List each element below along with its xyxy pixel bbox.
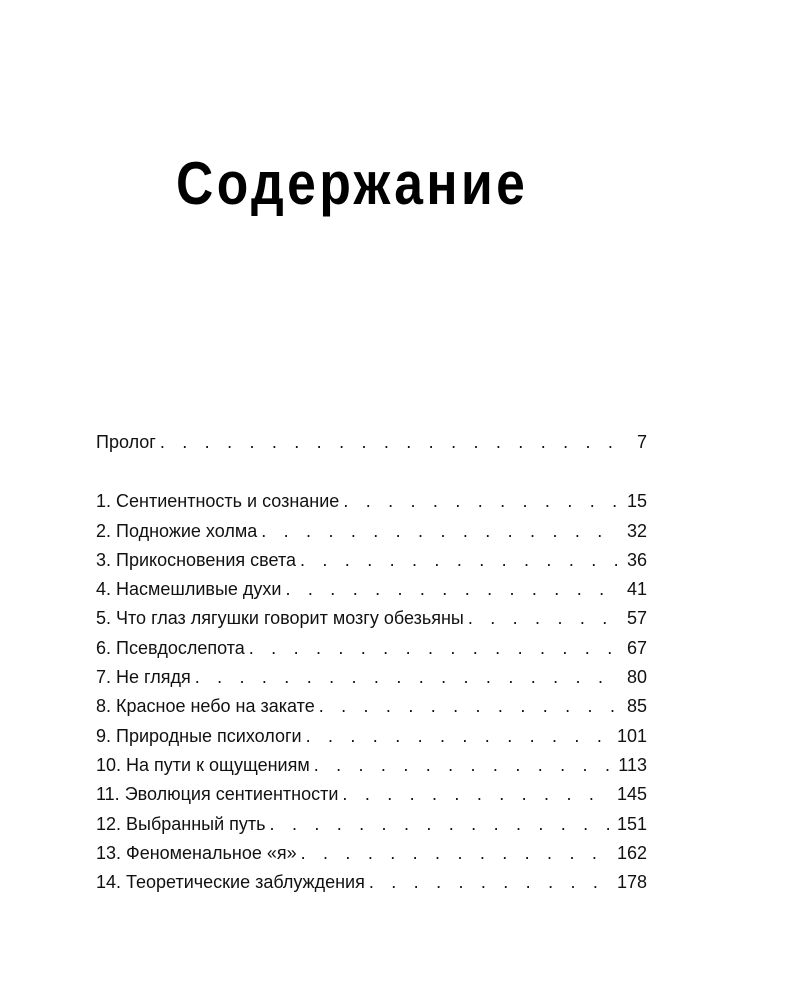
dot-leader bbox=[319, 692, 621, 721]
toc-entry-title: 10. На пути к ощущениям bbox=[96, 754, 310, 775]
toc-entry-chapter-13[interactable] bbox=[96, 839, 647, 868]
toc-entry-chapter-6[interactable] bbox=[96, 634, 647, 663]
toc-page-number: 32 bbox=[626, 520, 647, 541]
toc-page-number: 67 bbox=[626, 637, 647, 658]
dot-leader bbox=[300, 546, 621, 575]
toc-page-number: 41 bbox=[626, 579, 647, 600]
toc-entry-title: 5. Что глаз лягушки говорит мозгу обезьяны bbox=[96, 608, 464, 629]
toc-entry-title: 7. Не глядя bbox=[96, 667, 191, 688]
dot-leader bbox=[306, 722, 611, 751]
dot-leader bbox=[468, 604, 621, 633]
dot-leader bbox=[261, 517, 621, 546]
toc-entry-chapter-2[interactable] bbox=[96, 517, 647, 546]
toc-page-number: 145 bbox=[616, 784, 647, 805]
dot-leader bbox=[160, 428, 631, 457]
toc-entry-prologue[interactable] bbox=[96, 428, 647, 457]
dot-leader bbox=[285, 575, 620, 604]
toc-page-number: 151 bbox=[616, 813, 647, 834]
toc-entry-chapter-3[interactable] bbox=[96, 546, 647, 575]
toc-entry-title: 2. Подножие холма bbox=[96, 520, 258, 541]
toc-entry-chapter-9[interactable] bbox=[96, 722, 647, 751]
toc-entry-chapter-7[interactable] bbox=[96, 663, 647, 692]
toc-entry-chapter-4[interactable] bbox=[96, 575, 647, 604]
toc-entry-title: 11. Эволюция сентиентности bbox=[96, 784, 339, 805]
page-title: Содержание bbox=[176, 150, 529, 217]
toc-entry-title: Пролог bbox=[96, 432, 156, 452]
toc-entry-title: 9. Природные психологи bbox=[96, 725, 302, 746]
toc-entry-title: 4. Насмешливые духи bbox=[96, 579, 282, 600]
toc-entry-chapter-8[interactable] bbox=[96, 692, 647, 721]
toc-entry-chapter-5[interactable] bbox=[96, 604, 647, 633]
dot-leader bbox=[342, 780, 611, 809]
toc-page-number: 15 bbox=[626, 491, 647, 512]
dot-leader bbox=[195, 663, 621, 692]
toc-page-number: 7 bbox=[636, 432, 647, 452]
toc-page-number: 36 bbox=[626, 549, 647, 570]
toc-page-number: 85 bbox=[626, 696, 647, 717]
dot-leader bbox=[270, 810, 611, 839]
dot-leader bbox=[301, 839, 611, 868]
toc-entry-chapter-1[interactable] bbox=[96, 487, 647, 516]
table-of-contents bbox=[96, 428, 647, 897]
toc-entry-chapter-10[interactable] bbox=[96, 751, 647, 780]
dot-leader bbox=[369, 868, 611, 897]
toc-page-number: 178 bbox=[616, 872, 647, 893]
dot-leader bbox=[314, 751, 613, 780]
toc-page-number: 101 bbox=[616, 725, 647, 746]
dot-leader bbox=[249, 634, 621, 663]
toc-entry-title: 1. Сентиентность и сознание bbox=[96, 491, 340, 512]
toc-page-number: 57 bbox=[626, 608, 647, 629]
dot-leader bbox=[343, 487, 621, 516]
toc-entry-title: 12. Выбранный путь bbox=[96, 813, 266, 834]
toc-entry-chapter-12[interactable] bbox=[96, 810, 647, 839]
toc-entry-chapter-14[interactable] bbox=[96, 868, 647, 897]
toc-page-number: 162 bbox=[616, 842, 647, 863]
toc-page-number: 113 bbox=[618, 754, 647, 775]
toc-entry-title: 13. Феноменальное «я» bbox=[96, 842, 297, 863]
toc-entry-chapter-11[interactable] bbox=[96, 780, 647, 809]
toc-entry-title: 6. Псевдослепота bbox=[96, 637, 245, 658]
toc-entry-title: 8. Красное небо на закате bbox=[96, 696, 315, 717]
toc-entry-title: 3. Прикосновения света bbox=[96, 549, 296, 570]
toc-entry-title: 14. Теоретические заблуждения bbox=[96, 872, 365, 893]
toc-page-number: 80 bbox=[626, 667, 647, 688]
